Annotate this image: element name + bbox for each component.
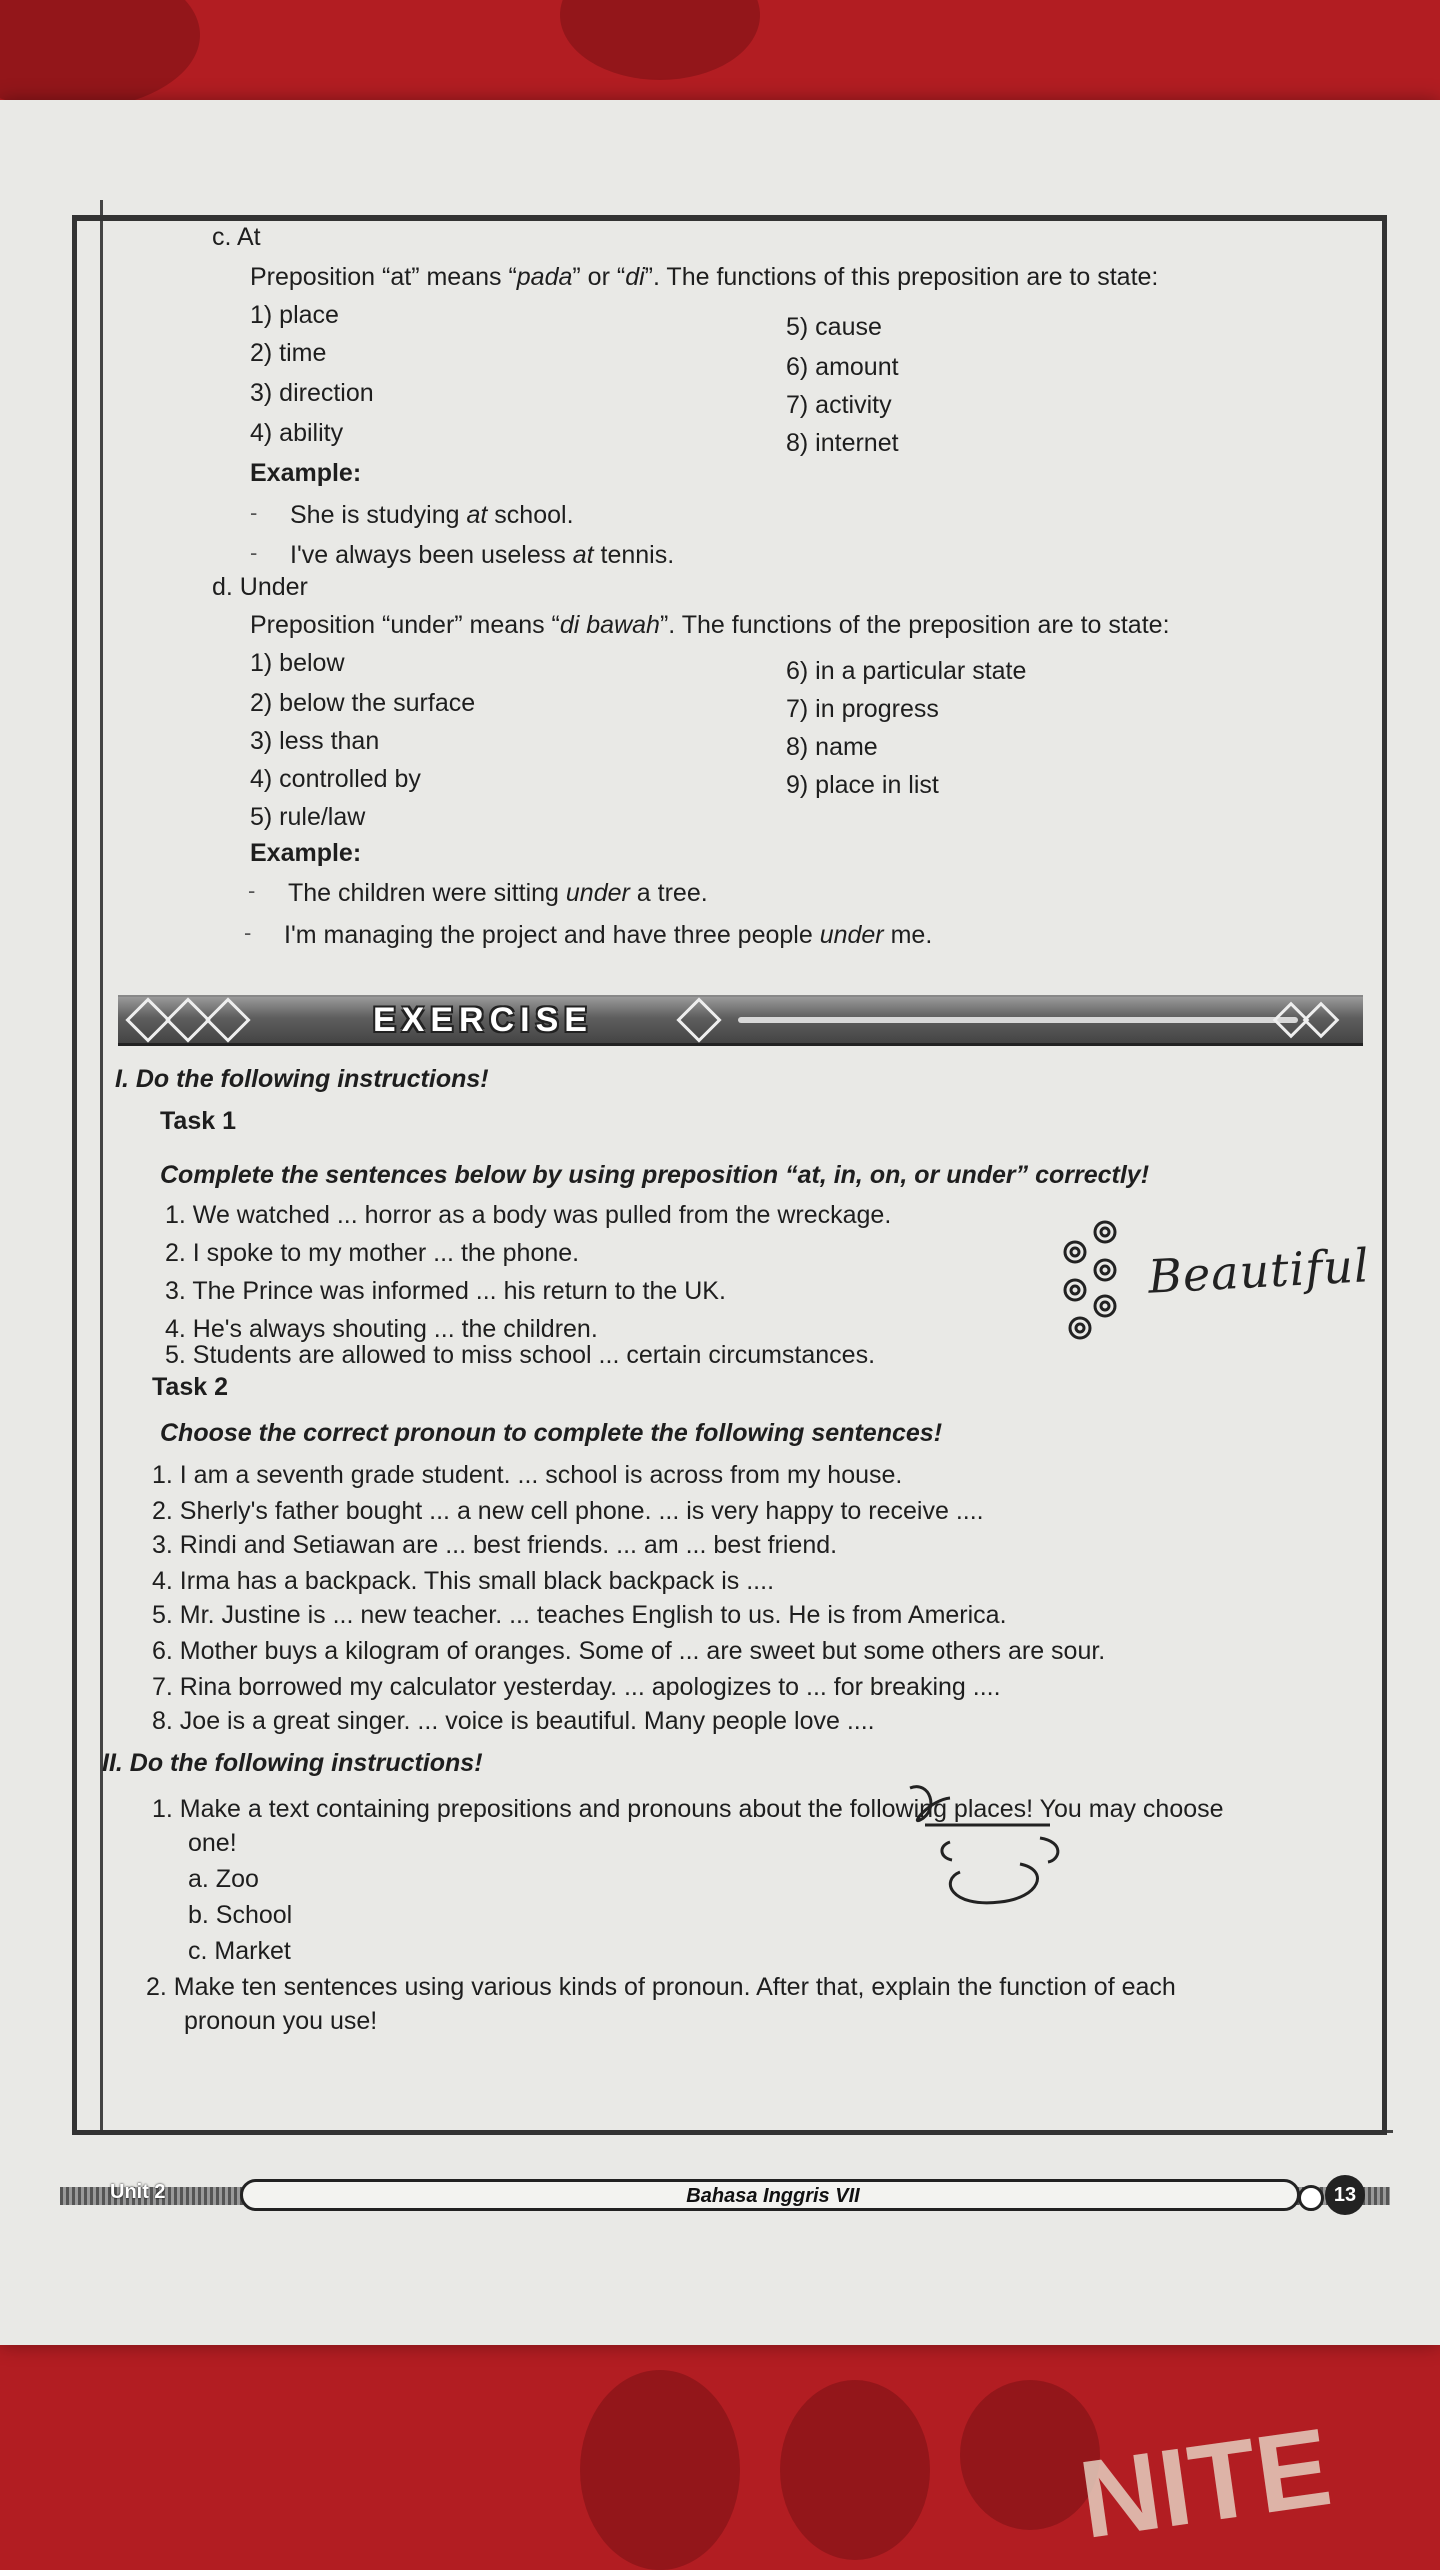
section-c-intro xyxy=(250,262,1158,292)
place-option: b. School xyxy=(188,1901,293,1929)
list-item: 4) ability xyxy=(250,419,344,447)
task-1-instruction: Complete the sentences below by using preposition “at, in, on, or under” correctly! xyxy=(160,1161,1150,1189)
list-item: 2) time xyxy=(250,339,327,367)
list-item: 8) name xyxy=(786,733,878,761)
task-1-item: 3. The Prince was informed ... his return to the UK. xyxy=(165,1277,726,1305)
diamond-icon xyxy=(1303,1002,1340,1039)
footer-unit: Unit 2 xyxy=(110,2181,166,2203)
diamond-icon xyxy=(165,997,210,1042)
task-2-item: 7. Rina borrowed my calculator yesterday. ... apologizes to ... for breaking .... xyxy=(152,1673,1001,1701)
swirl-doodle-icon xyxy=(1040,1210,1140,1350)
text: school. xyxy=(487,501,574,529)
list-item: 6) amount xyxy=(786,353,899,381)
text: at xyxy=(466,501,488,529)
list-item: 3) direction xyxy=(250,379,374,407)
example-sentence xyxy=(290,540,674,570)
place-option: c. Market xyxy=(188,1937,291,1965)
example-sentence xyxy=(284,920,932,950)
list-item: 3) less than xyxy=(250,727,380,755)
text: ”. The functions of the preposition are to state: xyxy=(659,611,1170,639)
part-1-heading: I. Do the following instructions! xyxy=(115,1065,489,1093)
bullet-dash: - xyxy=(244,920,252,945)
bullet-dash: - xyxy=(248,878,256,903)
text: under xyxy=(819,921,884,949)
example-label: Example: xyxy=(250,839,362,867)
text: at xyxy=(572,541,594,569)
text: I've always been useless xyxy=(290,541,573,569)
task-2-item: 3. Rindi and Setiawan are ... best friends. ... am ... best friend. xyxy=(152,1531,838,1559)
footer-book-title: Bahasa Inggris VII xyxy=(686,2185,860,2207)
example-sentence xyxy=(290,500,574,530)
task-2-item: 5. Mr. Justine is ... new teacher. ... teaches English to us. He is from America. xyxy=(152,1601,1007,1629)
example-sentence xyxy=(288,878,708,908)
text: ”. The functions of this preposition are to state: xyxy=(644,263,1159,291)
task-1-item: 4. He's always shouting ... the children. xyxy=(165,1315,598,1343)
task-2-item: 6. Mother buys a kilogram of oranges. Some of ... are sweet but some others are sour. xyxy=(152,1637,1106,1665)
fabric-text: NITE xyxy=(1072,2405,1338,2562)
list-item: 5) rule/law xyxy=(250,803,366,831)
footer-title-pill xyxy=(240,2179,1300,2211)
page-footer xyxy=(60,2175,1390,2217)
handwritten-text: Beautiful xyxy=(1146,1238,1371,1304)
example-label: Example: xyxy=(250,459,362,487)
exercise-banner xyxy=(118,995,1363,1046)
text: I'm managing the project and have three people xyxy=(284,921,820,949)
list-item: 8) internet xyxy=(786,429,899,457)
part-2-heading: II. Do the following instructions! xyxy=(102,1749,483,1777)
text: a tree. xyxy=(629,879,708,907)
place-option: a. Zoo xyxy=(188,1865,259,1893)
list-item: 7) activity xyxy=(786,391,892,419)
text: The children were sitting xyxy=(288,879,566,907)
fabric-pattern xyxy=(780,2380,930,2560)
list-item: 1) place xyxy=(250,301,339,329)
text: She is studying xyxy=(290,501,467,529)
diamond-icon xyxy=(205,997,250,1042)
exercise-title: EXERCISE xyxy=(373,1001,593,1039)
part-2-item-1: 1. Make a text containing prepositions and pronouns about the following places! You may choose xyxy=(152,1795,1224,1823)
part-2-item-1-cont: one! xyxy=(188,1829,237,1857)
list-item: 2) below the surface xyxy=(250,689,476,717)
part-2-item-2: 2. Make ten sentences using various kinds of pronoun. After that, explain the function of each xyxy=(146,1973,1176,2001)
list-item: 1) below xyxy=(250,649,345,677)
list-item: 9) place in list xyxy=(786,771,939,799)
task-1-item: 2. I spoke to my mother ... the phone. xyxy=(165,1239,580,1267)
bullet-dash: - xyxy=(250,500,258,525)
circle-icon xyxy=(1298,2185,1324,2211)
task-2-item: 4. Irma has a backpack. This small black backpack is .... xyxy=(152,1567,775,1595)
task-1-label: Task 1 xyxy=(160,1107,236,1135)
task-2-item: 8. Joe is a great singer. ... voice is beautiful. Many people love .... xyxy=(152,1707,875,1735)
section-c-heading: c. At xyxy=(212,223,261,251)
list-item: 5) cause xyxy=(786,313,882,341)
task-1-item: 1. We watched ... horror as a body was pulled from the wreckage. xyxy=(165,1201,892,1229)
diamond-icon xyxy=(125,997,170,1042)
banner-line xyxy=(738,1017,1298,1023)
text: Preposition “at” means “ xyxy=(250,263,517,291)
text: di xyxy=(625,263,645,291)
task-1-item: 5. Students are allowed to miss school ... certain circumstances. xyxy=(165,1341,876,1369)
section-d-heading: d. Under xyxy=(212,573,308,601)
task-2-item: 1. I am a seventh grade student. ... school is across from my house. xyxy=(152,1461,903,1489)
section-d-intro xyxy=(250,610,1170,640)
fabric-pattern xyxy=(580,2370,740,2570)
text: me. xyxy=(883,921,933,949)
bullet-dash: - xyxy=(250,540,258,565)
list-item: 4) controlled by xyxy=(250,765,421,793)
text: Preposition “under” means “ xyxy=(250,611,560,639)
doodle-scribble-icon xyxy=(890,1780,1090,1900)
task-2-label: Task 2 xyxy=(152,1373,228,1401)
handwritten-beautiful xyxy=(1040,1210,1370,1350)
page-number: 13 xyxy=(1325,2175,1365,2215)
text: di bawah xyxy=(559,611,660,639)
text: ” or “ xyxy=(572,263,626,291)
diamond-icon xyxy=(676,997,721,1042)
text: pada xyxy=(516,263,573,291)
text: tennis. xyxy=(593,541,675,569)
list-item: 6) in a particular state xyxy=(786,657,1027,685)
task-2-item: 2. Sherly's father bought ... a new cell phone. ... is very happy to receive .... xyxy=(152,1497,984,1525)
task-2-instruction: Choose the correct pronoun to complete the following sentences! xyxy=(160,1419,943,1447)
part-2-item-2-cont: pronoun you use! xyxy=(184,2007,378,2035)
list-item: 7) in progress xyxy=(786,695,939,723)
text: under xyxy=(565,879,630,907)
